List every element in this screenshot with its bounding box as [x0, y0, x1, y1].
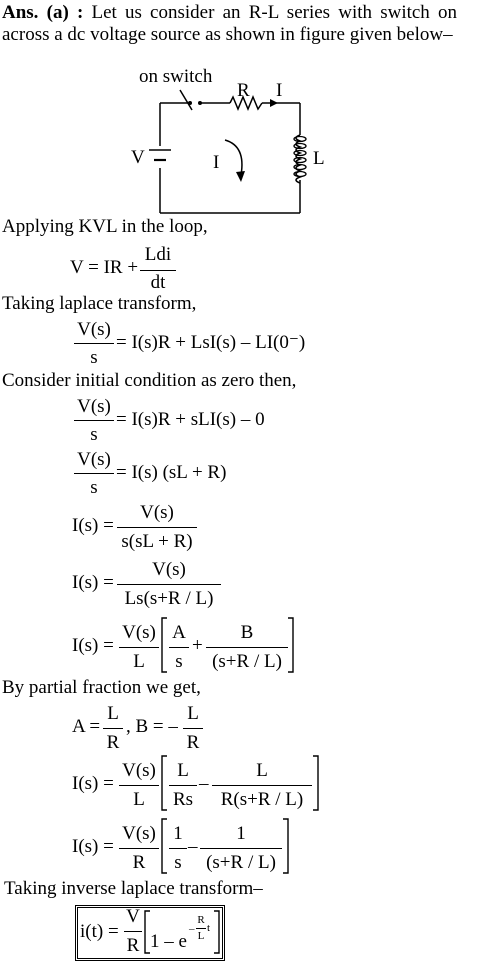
eq1-lhs: V = IR + — [70, 257, 139, 278]
eq7-a-den: s — [175, 651, 183, 672]
eq11-exp-den: L — [197, 930, 205, 942]
eq9-num: V(s) — [122, 760, 156, 781]
eq7-a-num: A — [172, 622, 186, 643]
eq7-num: V(s) — [122, 622, 156, 643]
eq9-t2-den: R(s+R / L) — [220, 789, 304, 810]
eq7-b-den: (s+R / L) — [212, 651, 282, 672]
eq3-num: V(s) — [77, 396, 111, 417]
eq3-den: s — [90, 424, 98, 445]
eq6-lhs: I(s) = — [72, 572, 114, 593]
intro-text: Let us consider an R-L series with switch on across a dc voltage source as shown in figure given below– — [2, 2, 457, 45]
eq3-rhs: = I(s)R + sLI(s) – 0 — [116, 409, 265, 430]
eq11-one-minus: 1 – e — [150, 931, 187, 952]
eq10-num: V(s) — [122, 823, 156, 844]
eq8-b-num: L — [187, 703, 199, 724]
eq10-t1-num: 1 — [173, 823, 183, 844]
eq6-den: Ls(s+R / L) — [124, 588, 214, 609]
eq1-num: Ldi — [144, 244, 172, 265]
eq10-t2-num: 1 — [236, 823, 246, 844]
eq9-minus: – — [199, 773, 209, 794]
eq2-rhs: = I(s)R + LsI(s) – LI(0⁻) — [116, 332, 306, 353]
eq7-lhs: I(s) = — [72, 635, 114, 656]
eq5-num: V(s) — [140, 502, 174, 523]
eq4-rhs: = I(s) (sL + R) — [116, 462, 227, 483]
eq10-t1-den: s — [174, 852, 182, 873]
eq11-den: R — [126, 935, 140, 956]
eq2-num: V(s) — [77, 319, 111, 340]
loop-current-label: I — [213, 152, 220, 173]
eq8-a-num: L — [107, 703, 119, 724]
eq5-lhs: I(s) = — [72, 515, 114, 536]
current-top-label: I — [276, 80, 283, 101]
eq8-a-den: R — [106, 732, 120, 753]
source-label: V — [131, 147, 145, 168]
eq4-den: s — [90, 477, 98, 498]
resistor-label: R — [237, 80, 250, 101]
eq10-minus: – — [188, 836, 198, 857]
eq9-t1-den: Rs — [172, 789, 194, 810]
answer-label: Ans. (a) : — [2, 2, 84, 23]
eq9-den: L — [133, 789, 145, 810]
step-inverse: Taking inverse laplace transform– — [4, 878, 263, 899]
eq5-den: s(sL + R) — [121, 531, 193, 552]
eq2-den: s — [90, 347, 98, 368]
step-initial: Consider initial condition as zero then, — [2, 370, 297, 391]
eq10-lhs: I(s) = — [72, 836, 114, 857]
eq10-den: R — [132, 852, 146, 873]
step-kvl: Applying KVL in the loop, — [2, 216, 208, 237]
switch-label: on switch — [139, 66, 213, 87]
eq10-t2-den: (s+R / L) — [206, 852, 276, 873]
eq11-exp-sign: – — [189, 923, 195, 935]
eq11-num: V — [126, 906, 140, 927]
eq11-exp-num: R — [197, 914, 205, 926]
eq1-den: dt — [150, 272, 166, 293]
inductor-label: L — [313, 148, 325, 169]
eq9-t1-num: L — [177, 760, 189, 781]
eq8-a-lhs: A = — [72, 716, 101, 737]
eq11-lhs: i(t) = — [80, 921, 119, 942]
eq9-lhs: I(s) = — [72, 773, 114, 794]
eq11-exp-bar — [196, 928, 206, 929]
eq7-plus: + — [192, 635, 203, 656]
eq9-t2-num: L — [256, 760, 268, 781]
eq8-b-den: R — [186, 732, 200, 753]
eq8-sep: , B = – — [126, 716, 178, 737]
eq4-num: V(s) — [77, 449, 111, 470]
eq7-den: L — [133, 651, 145, 672]
eq6-num: V(s) — [152, 559, 186, 580]
eq7-b-num: B — [240, 622, 254, 643]
step-partial: By partial fraction we get, — [2, 677, 201, 698]
step-laplace: Taking laplace transform, — [2, 293, 197, 314]
eq11-exp-var: t — [207, 922, 211, 934]
